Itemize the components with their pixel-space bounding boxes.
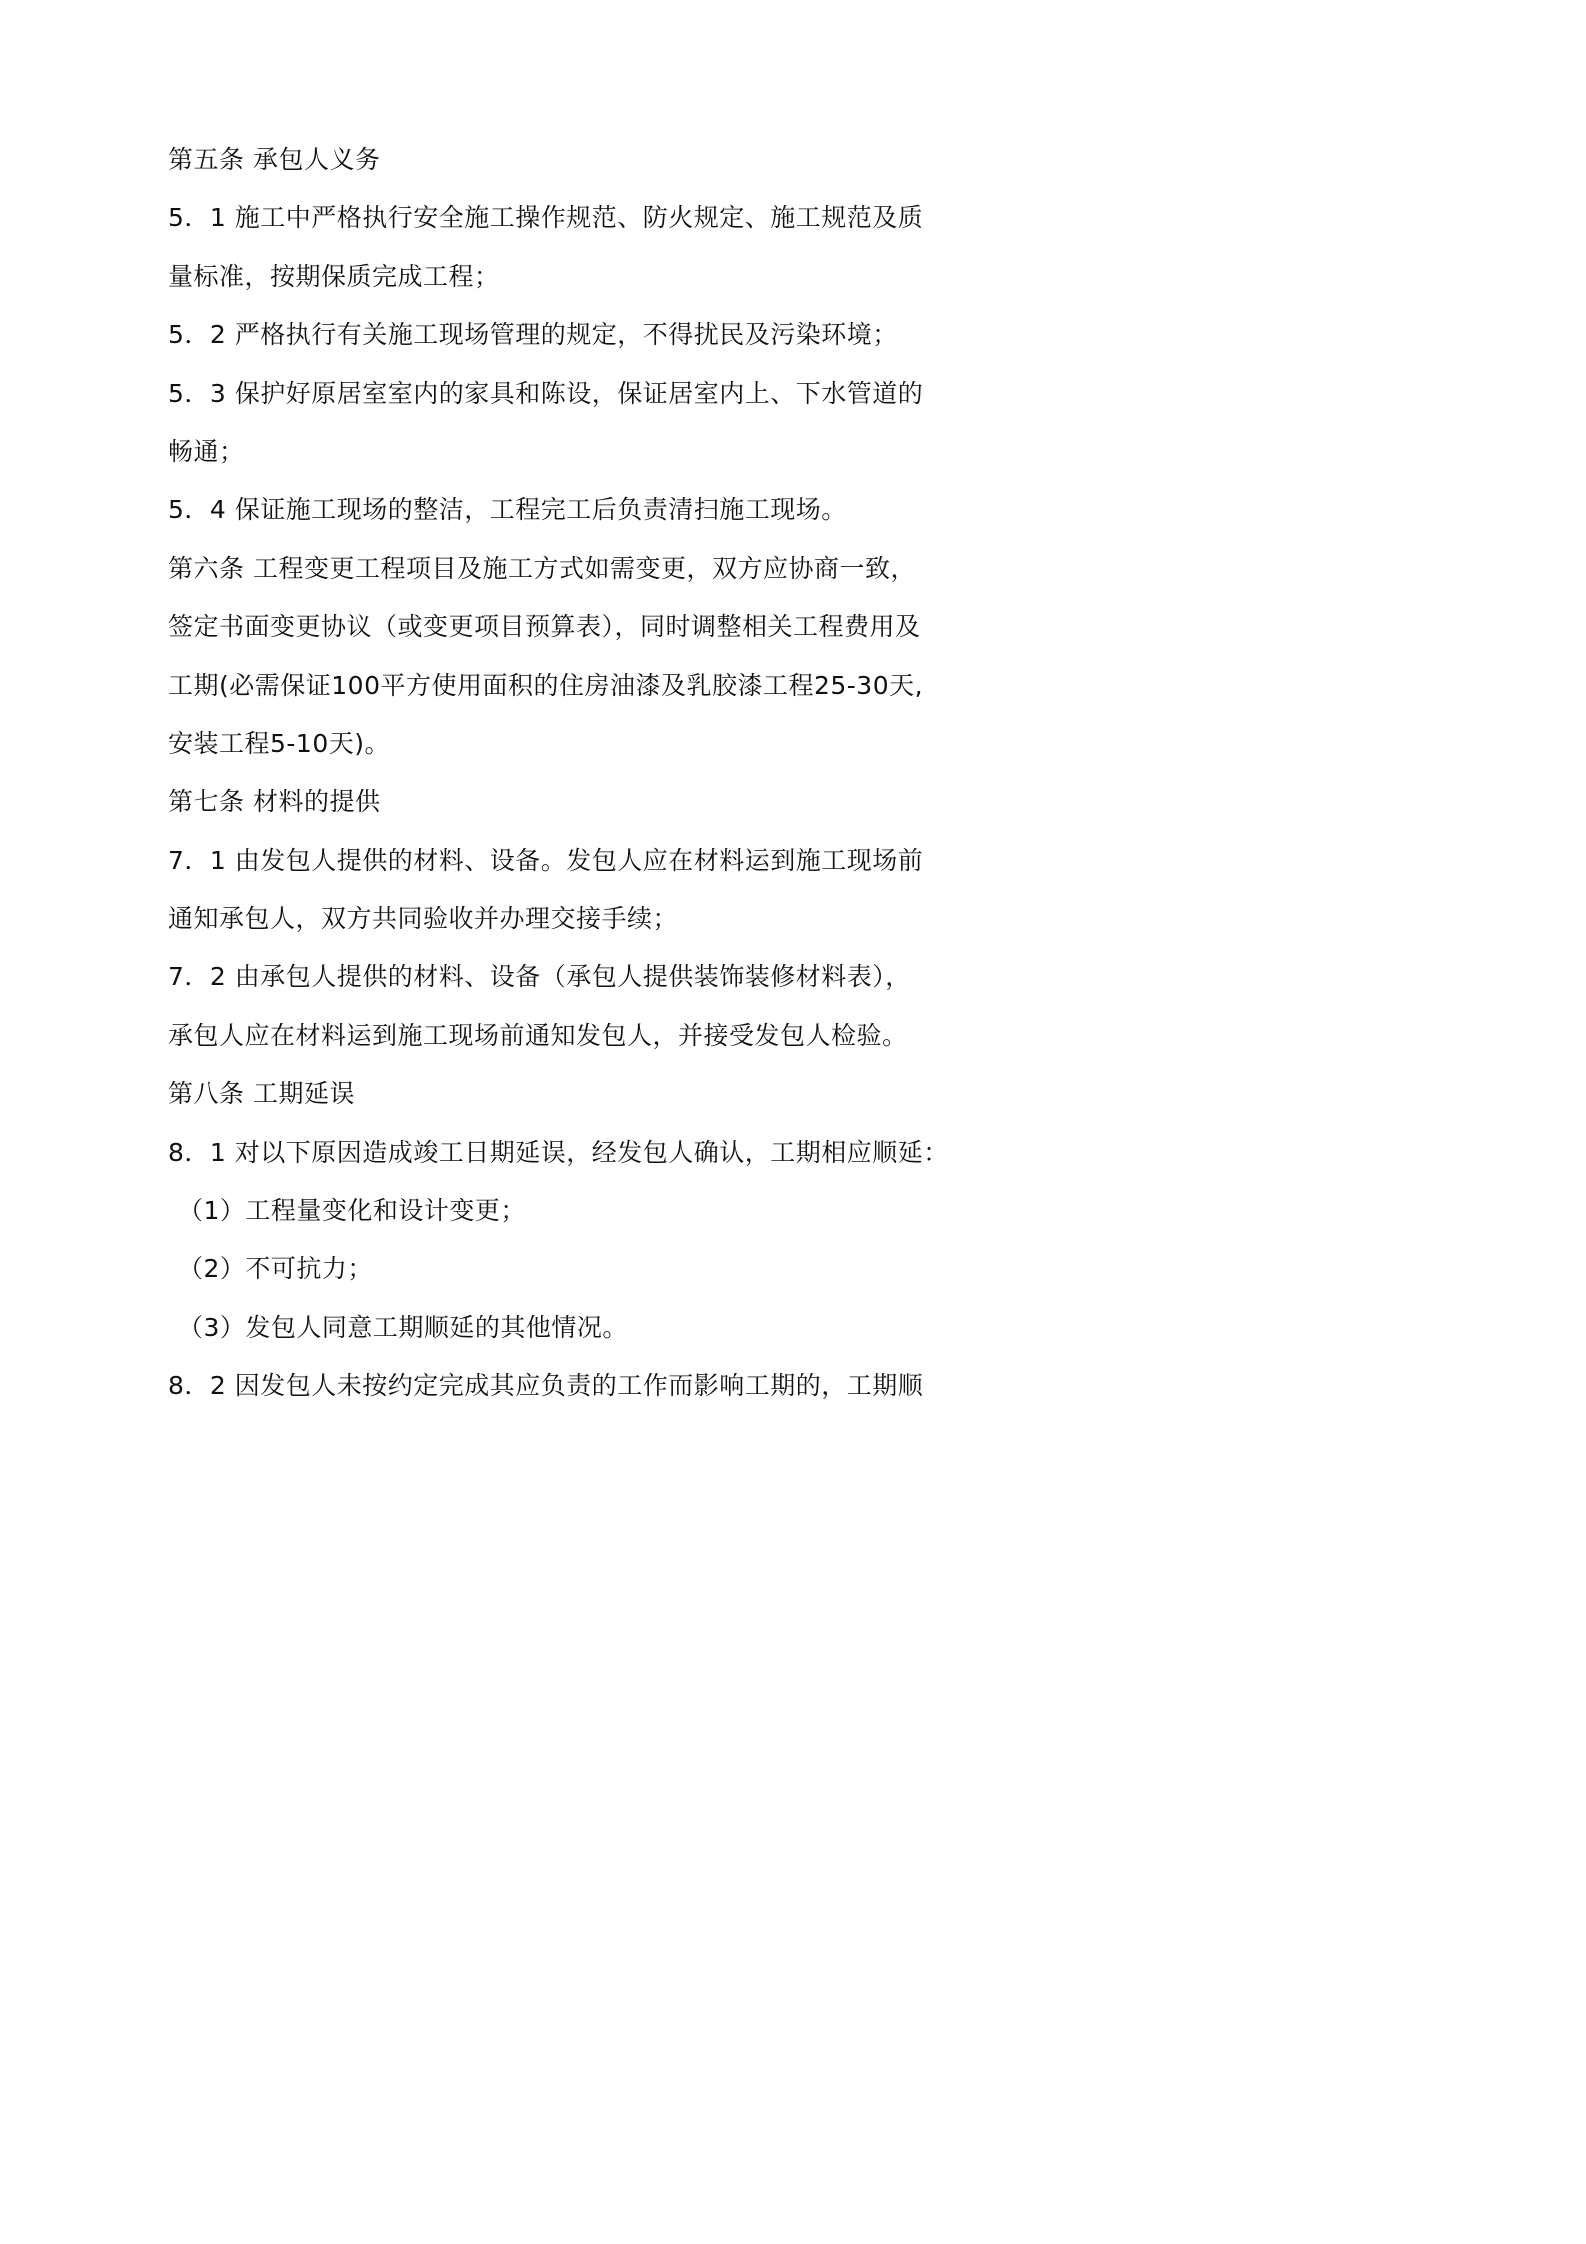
clause-text: 7．1 由发包人提供的材料、设备。发包人应在材料运到施工现场前 [168, 845, 924, 875]
clause-text: 8．1 对以下原因造成竣工日期延误，经发包人确认，工期相应顺延： [168, 1137, 949, 1167]
clause-text: 承包人应在材料运到施工现场前通知发包人，并接受发包人检验。 [168, 1020, 908, 1050]
article-heading: 第五条 承包人义务 [168, 145, 381, 174]
clause-text: 5．2 严格执行有关施工现场管理的规定，不得扰民及污染环境； [168, 320, 898, 350]
clause-text: 5．4 保证施工现场的整洁，工程完工后负责清扫施工现场。 [168, 495, 847, 525]
clause-text: 通知承包人，双方共同验收并办理交接手续； [168, 904, 679, 934]
list-item: （3）发包人同意工期顺延的其他情况。 [178, 1312, 628, 1342]
clause-text: 5．3 保护好原居室室内的家具和陈设，保证居室内上、下水管道的 [168, 378, 924, 408]
clause-text: 签定书面变更协议（或变更项目预算表），同时调整相关工程费用及 [168, 612, 921, 642]
document-page [0, 0, 1111, 1572]
document-body [168, 131, 958, 1416]
clause-text: 工期(必需保证100平方使用面积的住房油漆及乳胶漆工程25-30天, [168, 670, 924, 700]
article-heading: 第六条 工程变更工程项目及施工方式如需变更，双方应协商一致， [168, 553, 916, 583]
list-item: （2）不可抗力； [178, 1254, 373, 1284]
clause-text: 7．2 由承包人提供的材料、设备（承包人提供装饰装修材料表）， [168, 962, 911, 992]
clause-text: 8．2 因发包人未按约定完成其应负责的工作而影响工期的，工期顺 [168, 1371, 924, 1401]
clause-text: 安装工程5-10天)。 [168, 728, 390, 758]
clause-text: 量标准，按期保质完成工程； [168, 261, 500, 291]
article-heading: 第八条 工期延误 [168, 1079, 355, 1109]
article-heading: 第七条 材料的提供 [168, 787, 381, 817]
clause-text: 畅通； [168, 436, 245, 466]
list-item: （1）工程量变化和设计变更； [178, 1196, 526, 1226]
clause-text: 5．1 施工中严格执行安全施工操作规范、防火规定、施工规范及质 [168, 203, 924, 233]
